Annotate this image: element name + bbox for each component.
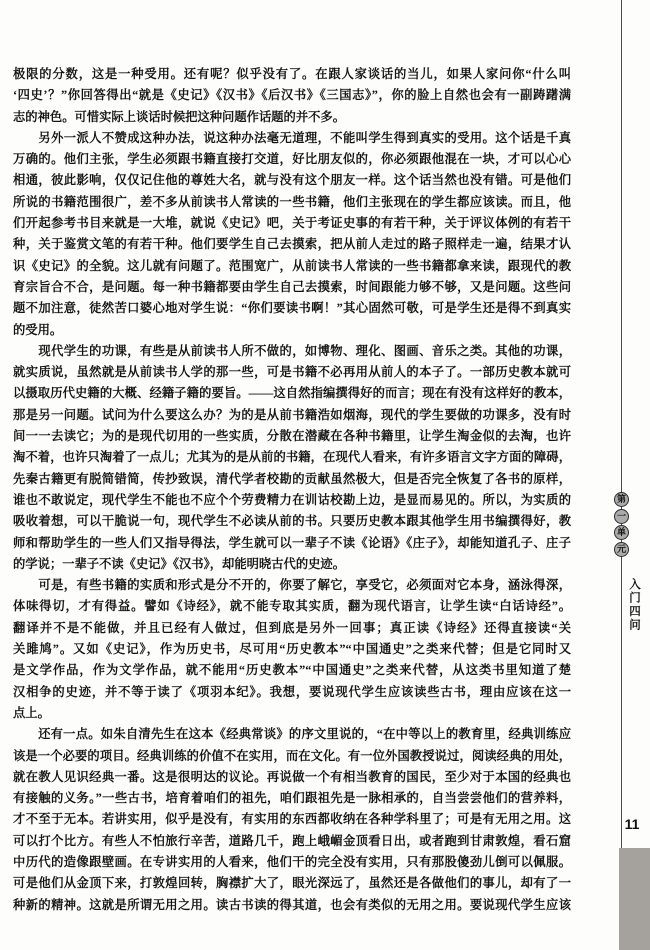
text-line: 极限的分数，这是一种受用。还有呢？似乎没有了。在跟人家谈话的当儿，如果人家问你“什么叫 (13, 67, 571, 81)
text-line: ‘四史’？”你回答得出“就是《史记》《汉书》《后汉书》《三国志》”，你的脸上自然也会有一副踌躇满 (13, 88, 571, 103)
text-line: 题不加注意，徒然苦口婆心地对学生说：“你们要读书啊！”其心固然可敬，可是学生还是得不到真实 (13, 301, 571, 316)
text-line: 师和帮助学生的一些人们又指导得法，学生就可以一辈子不读《论语》《庄子》，却能知道孔子、庄子 (13, 535, 571, 550)
text-line: 翻译并不是不能做，并且已经有人做过，但到底是另外一回事；真正读《诗经》还得直接读“关 (13, 620, 571, 635)
text-line: 可是，有些书籍的实质和形式是分不开的，你要了解它，享受它，必须面对它本身，涵泳得深， (13, 578, 571, 593)
text-line: 们开起参考书目来就是一大堆，就说《史记》吧，关于考证史事的有若干种，关于评议体例的有若干 (13, 216, 571, 231)
text-line: 志的神色。可惜实际上谈话时候把这种问题作话题的并不多。 (13, 109, 346, 124)
text-line: 就在教人见识经典一番。这是很明达的议论。再说做一个有相当教育的国民，至少对于本国的经典也 (13, 769, 571, 784)
text-line: 种，关于鉴赏文笔的有若干种。他们要学生自己去摸索，把从前人走过的路子照样走一遍，结果才认 (13, 237, 571, 252)
text-line: 可是他们从金顶下来，打敦煌回转，胸襟扩大了，眼光深远了，虽然还是各做他们的事儿，却有了一 (13, 876, 571, 891)
text-line: 体味得切，才有得益。譬如《诗经》，就不能专取其实质，翻为现代语言，让学生读“白话诗经”。 (13, 599, 571, 614)
text-line: 中历代的造像跟壁画。在专讲实用的人看来，他们干的完全没有实用，只有那股傻劲儿倒可以佩服。 (13, 854, 571, 869)
text-line: 才不至于无本。若讲实用，似乎是没有，有实用的东西都收纳在各种学科里了；可是有无用之用。这 (13, 812, 571, 827)
text-line: 谁也不敢说定，现代学生不能也不应个个劳费精力在训诂校勘上边，是显而易见的。所以，为实质的 (13, 492, 571, 507)
text-line: 可以打个比方。有些人不怕旅行辛苦，道路几千，跑上峨嵋金顶看日出，或者跑到甘肃敦煌，看石窟 (13, 833, 571, 848)
text-line: 吸收着想，可以干脆说一句，现代学生不必读从前的书。只要历史教本跟其他学生用书编撰得好，教 (13, 514, 571, 529)
margin-divider-line (621, 0, 622, 848)
unit-badge (614, 492, 629, 557)
text-line: 先秦古籍更有脱简错简，传抄致误，清代学者校勘的贡献虽然极大，但是否完全恢复了各书的原样， (13, 471, 571, 486)
unit-badge-char: 一 (614, 509, 629, 524)
text-line: 是文学作品，作为文学作品，就不能用“历史教本”“中国通史”之类来代替，从这类书里知道了楚 (13, 663, 571, 678)
body-text (13, 64, 571, 916)
text-line: 种新的精神。这就是所谓无用之用。读古书读的得其道，也会有类似的无用之用。要说现代学生应该 (13, 897, 571, 912)
text-line: 另外一派人不赞成这种办法，说这种办法毫无道理，不能叫学生得到真实的受用。这个话是千真 (13, 130, 571, 145)
text-line: 万确的。他们主张，学生必须跟书籍直接打交道，好比朋友似的，你必须跟他混在一块，才可以心心 (13, 152, 571, 167)
unit-badge-char: 单 (614, 525, 629, 540)
text-line: 关雎鸠”。又如《史记》，作为历史书，尽可用“历史教本”“中国通史”之类来代替；但是它同时又 (13, 642, 571, 657)
text-line: 就实质说，虽然就是从前读书人学的那一些，可是书籍不必再用从前人的本子了。一部历史教本就可 (13, 365, 571, 380)
unit-badge-char: 第 (614, 492, 629, 507)
page-number: 11 (624, 816, 640, 832)
text-line: 以摄取历代史籍的大概、经籍子籍的要旨。——这自然指编撰得好的而言；现在有没有这样好的教本， (13, 386, 571, 401)
text-line: 那是另一问题。试问为什么要这么办？为的是从前书籍浩如烟海，现代的学生要做的功课多，没有时 (13, 407, 571, 422)
unit-badge-char: 元 (614, 542, 629, 557)
text-line: 的学说；一辈子不读《史记》《汉书》，却能明晓古代的史迹。 (13, 556, 346, 571)
text-line: 所说的书籍范围很广，差不多从前读书人常读的一些书籍，他们主张现在的学生都应该读。而且，他 (13, 194, 571, 209)
section-title-vertical: 入门四问 (628, 578, 640, 632)
text-line: 识《史记》的全貌。这儿就有问题了。范围宽广，从前读书人常读的一些书籍都拿来读，跟现代的教 (13, 258, 571, 273)
text-line: 淘不着，也许只淘着了一点儿；尤其为的是从前的书籍，在现代人看来，有许多语言文字方面的障碍， (13, 450, 571, 465)
text-line: 有接触的义务。”一些古书，培育着咱们的祖先，咱们跟祖先是一脉相承的，自当尝尝他们的营养料， (13, 791, 571, 806)
text-line: 间一一去读它；为的是现代切用的一些实质，分散在潜藏在各种书籍里，让学生淘金似的去淘，也许 (13, 429, 571, 444)
text-line: 点上。 (13, 705, 50, 720)
text-line: 汉相争的史迹，并不等于读了《项羽本纪》。我想，要说现代学生应该读些古书，理由应该在这一 (13, 684, 571, 699)
text-line: 相通，彼此影响，仅仅记住他的尊姓大名，就与没有这个朋友一样。这个话当然也没有错。可是他们 (13, 173, 571, 188)
page-edge-tab (619, 848, 650, 950)
text-line: 还有一点。如朱自清先生在这本《经典常谈》的序文里说的，“在中等以上的教育里，经典训练应 (13, 727, 571, 742)
text-line: 的受用。 (13, 322, 63, 337)
text-line: 现代学生的功课，有些是从前读书人所不做的，如博物、理化、图画、音乐之类。其他的功课， (13, 343, 571, 358)
text-line: 育宗旨合不合，是问题。每一种书籍都要由学生自己去摸索，时间跟能力够不够，又是问题。这些问 (13, 279, 571, 294)
text-line: 该是一个必要的项目。经典训练的价值不在实用，而在文化。有一位外国教授说过，阅读经典的用处， (13, 748, 571, 763)
